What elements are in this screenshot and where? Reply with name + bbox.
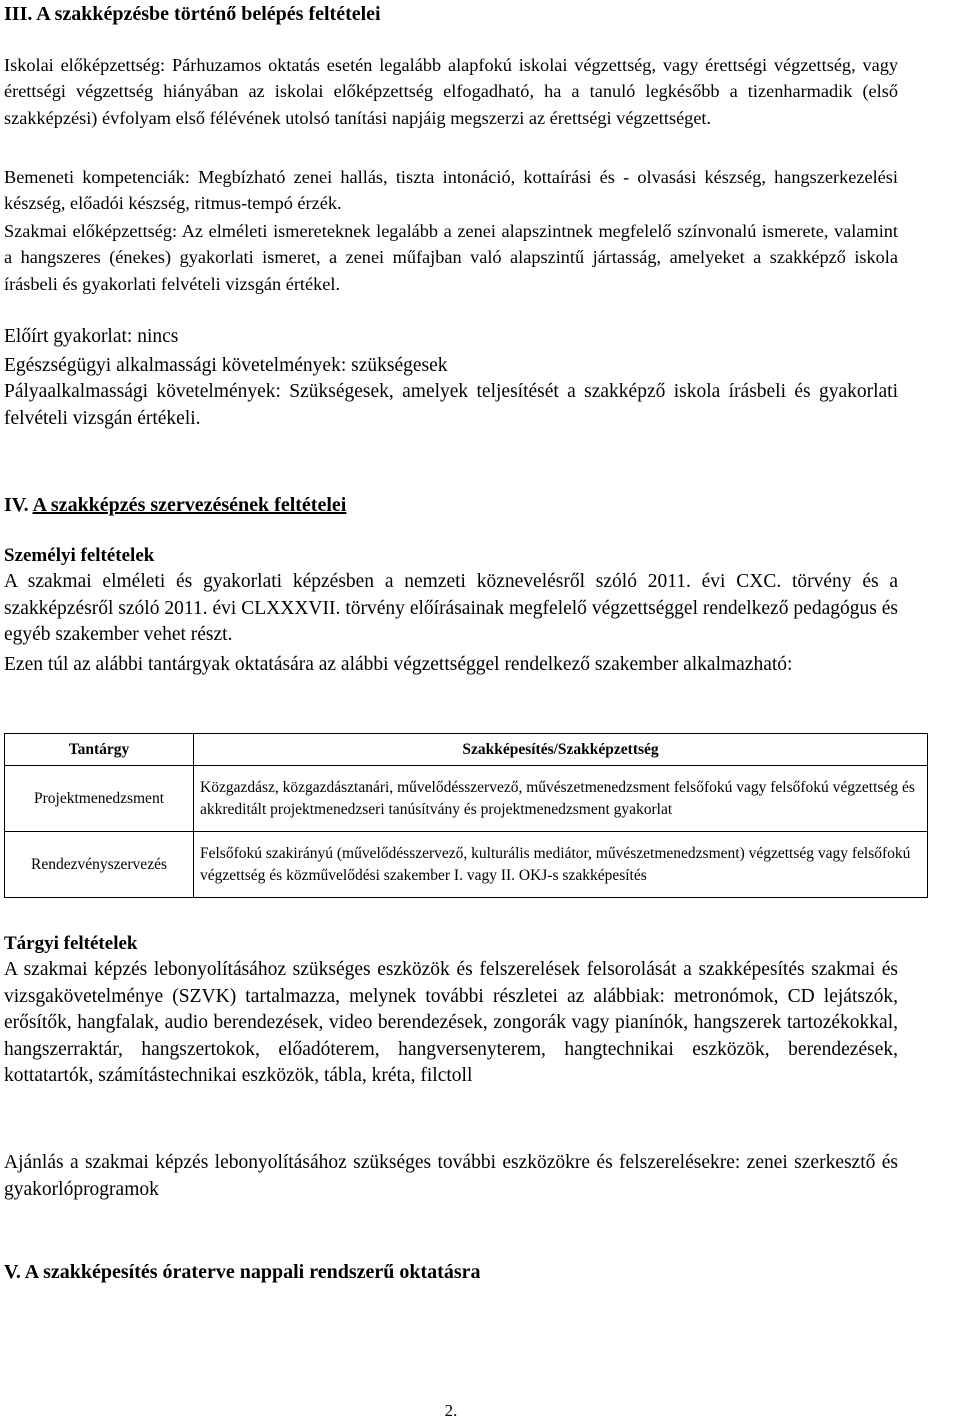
table-cell-qualification: Felsőfokú szakirányú (művelődésszervező, kulturális mediátor, művészetmenedzsment) végzettség vagy felsőfokú végzettség és közművelődési szakember I. vagy II. OKJ-s szakképesítés bbox=[194, 832, 928, 898]
staff-qualification-table bbox=[4, 733, 928, 898]
prior-education-paragraph: Iskolai előképzettség: Párhuzamos oktatás esetén legalább alapfokú iskolai végzettség, vagy érettségi végzettség, vagy érettségi végzettség hiányában az iskolai előképzettség elfogadható, ha a tanuló legkésőbb a tizenharmadik (első szakképzési) évfolyam első félévének utolsó tanítási napjáig megszerzi az érettségi végzettséget. bbox=[4, 55, 898, 128]
recommendation-paragraph: Ajánlás a szakmai képzés lebonyolításához szükséges további eszközökre és felszerelésekre: zenei szerkesztő és gyakorlóprogramok bbox=[4, 1152, 898, 1200]
required-practice-line: Előírt gyakorlat: nincs bbox=[4, 326, 179, 347]
table-cell-qualification: Közgazdász, közgazdásztanári, művelődésszervező, művészetmenedzsment felsőfokú vagy felsőfokú végzettség és akkreditált projektmenedzseri tanúsítvány és projektmenedzsment gyakorlat bbox=[194, 766, 928, 832]
material-conditions-paragraph: A szakmai képzés lebonyolításához szükséges eszközök és felszerelések felsorolását a szakképesítés szakmai és vizsgakövetelménye (SZVK) tartalmazza, melynek további részletei az alábbiak: metronómok, CD lejátszók, erősítők, hangfalak, audio berendezések, video berendezések, zongorák vagy pianínók, hangszerek tartozékokkal, hangszerraktár, hangszertokok, előadóterem, hangversenyterem, hangtechnikai eszközök, berendezések, kottatartók, számítástechnikai eszközök, tábla, kréta, filctoll bbox=[4, 959, 898, 1087]
material-conditions-heading: Tárgyi feltételek bbox=[4, 933, 138, 954]
health-requirements-line: Egészségügyi alkalmassági követelmények: szükségesek bbox=[4, 355, 448, 376]
personal-conditions-heading: Személyi feltételek bbox=[4, 545, 155, 566]
subject-column-header: Tantárgy bbox=[5, 734, 194, 766]
section-3-heading: III. A szakképzésbe történő belépés feltételei bbox=[4, 3, 381, 25]
table-cell-subject: Projektmenedzsment bbox=[5, 766, 194, 832]
section-5-heading: V. A szakképesítés óraterve nappali rendszerű oktatásra bbox=[4, 1261, 481, 1283]
qualification-column-header: Szakképesítés/Szakképzettség bbox=[194, 734, 928, 766]
section-4-heading: IV. A szakképzés szervezésének feltételei bbox=[4, 494, 347, 516]
personal-conditions-paragraph: A szakmai elméleti és gyakorlati képzésben a nemzeti köznevelésről szóló 2011. évi CXC. törvény és a szakképzésről szóló 2011. évi CLXXXVII. törvény előírásainak megfelelő végzettséggel rendelkező pedagógus és egyéb szakember vehet részt. bbox=[4, 571, 898, 646]
staff-employment-paragraph: Ezen túl az alábbi tantárgyak oktatására az alábbi végzettséggel rendelkező szakember alkalmazható: bbox=[4, 654, 793, 675]
career-suitability-paragraph: Pályaalkalmassági követelmények: Szükségesek, amelyek teljesítését a szakképző iskola írásbeli és gyakorlati felvételi vizsgán értékeli. bbox=[4, 381, 898, 429]
professional-prerequisite-paragraph: Szakmai előképzettség: Az elméleti ismereteknek legalább a zenei alapszintnek megfelelő színvonalú ismerete, valamint a hangszeres (énekes) gyakorlati ismeret, a zenei műfajban való alapszintű jártasság, amelyeket a szakképző iskola írásbeli és gyakorlati felvételi vizsgán értékel. bbox=[4, 221, 898, 294]
page-number: 2. bbox=[444, 1401, 458, 1420]
table-cell-subject: Rendezvényszervezés bbox=[5, 832, 194, 898]
table-row bbox=[5, 832, 928, 898]
input-competencies-paragraph: Bemeneti kompetenciák: Megbízható zenei hallás, tiszta intonáció, kottaírási és - olvasási készség, hangszerkezelési készség, előadói készség, ritmus-tempó érzék. bbox=[4, 167, 898, 214]
table-row bbox=[5, 766, 928, 832]
table-header-row bbox=[5, 734, 928, 766]
